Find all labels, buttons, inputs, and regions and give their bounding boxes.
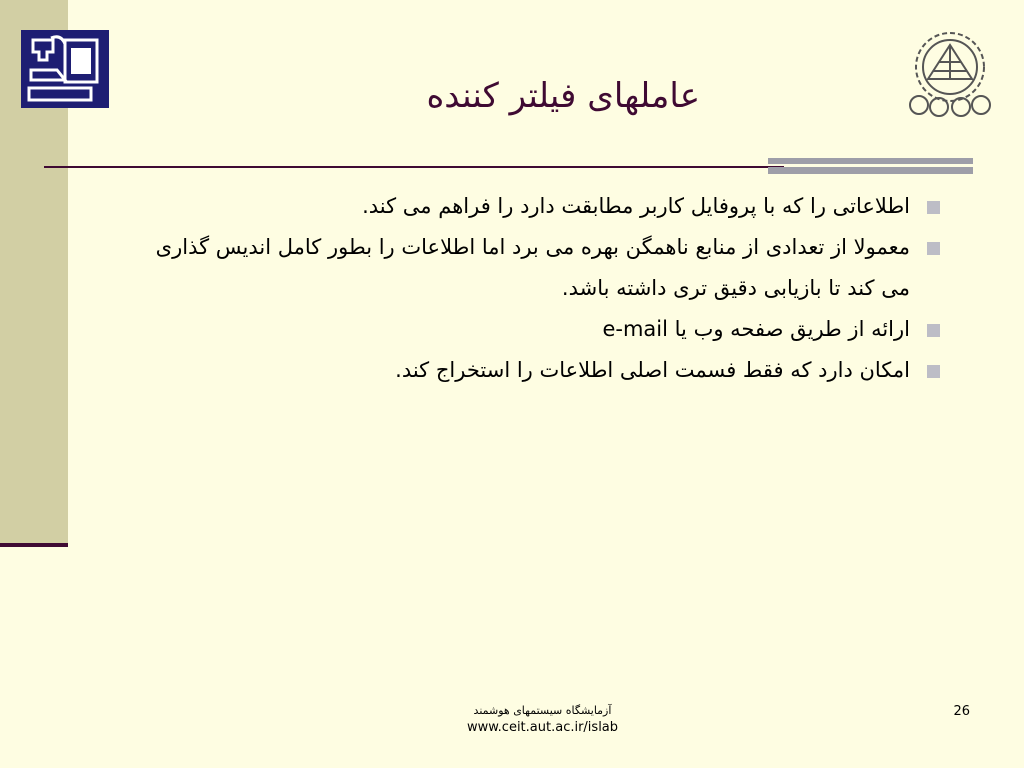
bullet-text: اطلاعاتی را که با پروفایل کاربر مطابقت دارد را فراهم می کند.: [362, 194, 910, 218]
title-divider-line: [44, 166, 784, 168]
title-divider-block: [768, 158, 973, 178]
page-number: 26: [953, 704, 970, 719]
square-bullet-icon: [927, 365, 940, 378]
footer-lab-name: آزمایشگاه سیستمهای هوشمند: [473, 704, 612, 717]
square-bullet-icon: [927, 324, 940, 337]
bullet-item: [150, 350, 940, 391]
bullet-text: معمولا از تعدادی از منابع ناهمگن بهره می برد اما اطلاعات را بطور کامل اندیس گذاری می کند تا بازیابی دقیق تری داشته باشد.: [155, 235, 910, 300]
slide-title: عاملهای فیلتر کننده: [426, 76, 700, 116]
left-band-underline: [0, 543, 68, 547]
bullet-list: [150, 186, 940, 391]
footer-center: [440, 702, 645, 736]
square-bullet-icon: [927, 201, 940, 214]
bullet-item: [150, 186, 940, 227]
university-seal-icon: [903, 27, 997, 119]
bullet-text: ارائه از طریق صفحه وب یا e-mail: [602, 317, 910, 341]
lab-logo-icon: [21, 30, 109, 108]
bullet-item: [150, 309, 940, 350]
bullet-item: [150, 227, 940, 309]
square-bullet-icon: [927, 242, 940, 255]
footer-url: www.ceit.aut.ac.ir/islab: [466, 720, 619, 735]
bullet-text: امکان دارد که فقط فسمت اصلی اطلاعات را استخراج کند.: [395, 358, 910, 382]
